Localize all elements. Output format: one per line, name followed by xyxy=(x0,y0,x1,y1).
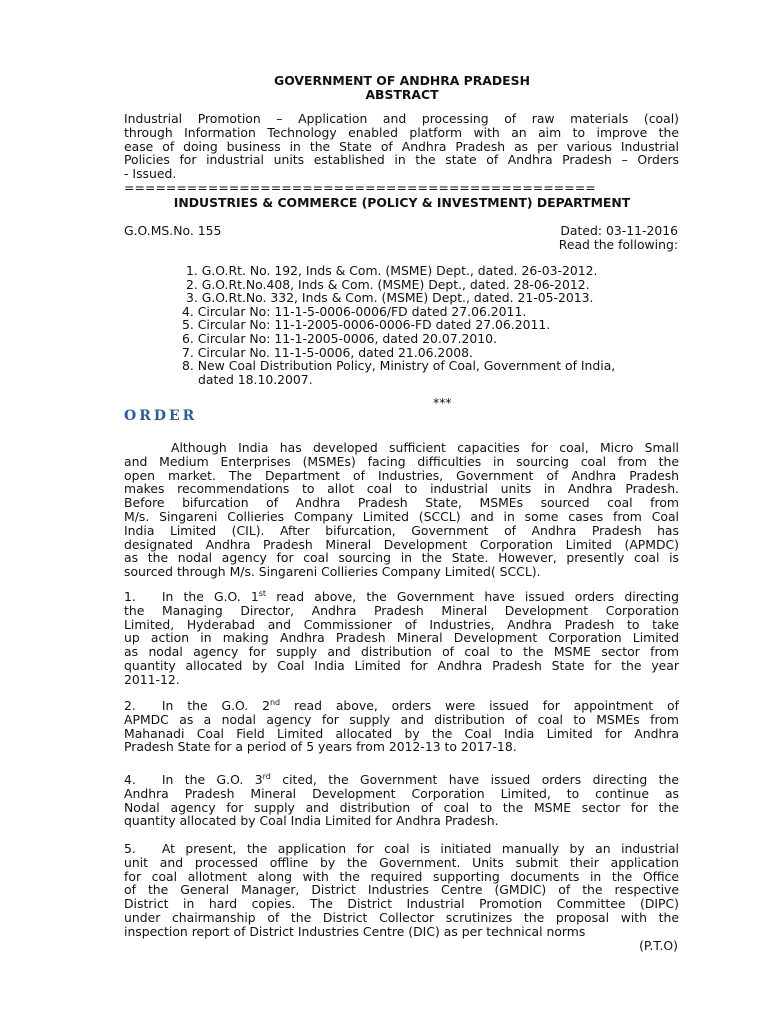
paragraph-line: designated Andhra Pradesh Mineral Development Corporation Limited (APMDC) xyxy=(124,536,679,552)
paragraph-line: Limited, Hyderabad and Commissioner of Industries, Andhra Pradesh to take xyxy=(124,616,679,632)
paragraph-line: quantity allocated by Coal India Limited for Andhra Pradesh State for the year xyxy=(124,657,679,673)
paragraph-line: India Limited (CIL). After bifurcation, Government of Andhra Pradesh has xyxy=(124,522,679,538)
subject-line: ease of doing business in the State of Andhra Pradesh as per various Industrial xyxy=(124,138,679,154)
reference-item: 6. Circular No: 11-1-2005-0006, dated 20.07.2010. xyxy=(182,330,498,346)
paragraph-line: APMDC as a nodal agency for supply and distribution of coal to MSMEs from xyxy=(124,711,679,727)
paragraph-line: inspection report of District Industries Centre (DIC) as per technical norms xyxy=(124,923,586,939)
paragraph-line: for coal allotment along with the required supporting documents in the Office xyxy=(124,868,679,884)
paragraph-1 xyxy=(124,590,679,687)
paragraph-number: 4. xyxy=(124,772,136,787)
reference-item: 5. Circular No: 11-1-2005-0006-0006-FD dated 27.06.2011. xyxy=(182,317,551,333)
paragraph-line: 2. In the G.O. 2nd read above, orders were issued for appointment of xyxy=(124,697,679,713)
department-heading: INDUSTRIES & COMMERCE (POLICY & INVESTMENT) DEPARTMENT xyxy=(173,195,631,210)
reference-item: 2. G.O.Rt.No.408, Inds & Com. (MSME) Dept., dated. 28-06-2012. xyxy=(186,276,590,292)
reference-item: 8. New Coal Distribution Policy, Ministry of Coal, Government of India, xyxy=(182,358,616,374)
paragraph-line: 2011-12. xyxy=(124,671,180,687)
paragraph-line: 1. In the G.O. 1st read above, the Government have issued orders directing xyxy=(124,588,679,604)
reference-item: 3. G.O.Rt.No. 332, Inds & Com. (MSME) Dept., dated. 21-05-2013. xyxy=(186,290,594,306)
paragraph-line: quantity allocated by Coal India Limited for Andhra Pradesh. xyxy=(124,813,499,829)
subject-line: Industrial Promotion – Application and processing of raw materials (coal) xyxy=(124,111,679,126)
paragraph-2 xyxy=(124,699,679,754)
paragraph-5 xyxy=(124,842,679,939)
paragraph-line: Mahanadi Coal Field Limited allocated by the Coal India Limited for Andhra xyxy=(124,725,679,741)
paragraph-line: Andhra Pradesh Mineral Development Corporation Limited, to continue as xyxy=(124,785,679,801)
abstract-heading: ABSTRACT xyxy=(365,87,439,102)
paragraph-line: makes recommendations to allot coal to industrial units in Andhra Pradesh. xyxy=(124,481,679,497)
subject-line: through Information Technology enabled platform with an aim to improve the xyxy=(124,124,679,140)
paragraph-line: the Managing Director, Andhra Pradesh Mineral Development Corporation xyxy=(124,602,679,618)
paragraph-line: M/s. Singareni Collieries Company Limited (SCCL) and in some cases from Coal xyxy=(124,508,679,524)
paragraph-line: up action in making Andhra Pradesh Mineral Development Corporation Limited xyxy=(124,630,679,646)
paragraph-line: as nodal agency for supply and distribution of coal to the MSME sector from xyxy=(124,644,679,660)
reference-item: 1. G.O.Rt. No. 192, Inds & Com. (MSME) Dept., dated. 26-03-2012. xyxy=(186,263,598,278)
paragraph-line: Although India has developed sufficient capacities for coal, Micro Small xyxy=(171,440,679,455)
separator-stars: *** xyxy=(433,395,452,410)
references-list xyxy=(176,264,686,386)
subject-block xyxy=(124,112,679,181)
go-date: Dated: 03-11-2016 xyxy=(560,223,678,238)
reference-item: 4. Circular No: 11-1-5-0006-0006/FD dated 27.06.2011. xyxy=(182,303,527,319)
paragraph-line: as the nodal agency for coal sourcing in the State. However, presently coal is xyxy=(124,550,679,566)
separator-line: ============================================= xyxy=(124,181,596,195)
government-heading: GOVERNMENT OF ANDHRA PRADESH xyxy=(274,73,530,88)
subject-line: - Issued. xyxy=(124,166,177,182)
paragraph-line: Pradesh State for a period of 5 years from 2012-13 to 2017-18. xyxy=(124,739,517,755)
paragraph-number: 5. xyxy=(124,841,136,856)
go-number: G.O.MS.No. 155 xyxy=(124,223,222,238)
paragraph-line: 4. In the G.O. 3rd cited, the Government have issued orders directing the xyxy=(124,771,679,787)
intro-paragraph xyxy=(124,441,679,579)
subject-line: Policies for industrial units established in the state of Andhra Pradesh – Orders xyxy=(124,152,679,168)
paragraph-line: unit and processed offline by the Government. Units submit their application xyxy=(124,854,679,870)
paragraph-line: District in hard copies. The District Industrial Promotion Committee (DIPC) xyxy=(124,896,679,912)
paragraph-number: 1. xyxy=(124,589,136,604)
paragraph-line: sourced through M/s. Singareni Collieries Company Limited( SCCL). xyxy=(124,564,541,580)
read-following: Read the following: xyxy=(558,237,678,252)
paragraph-line: 5. At present, the application for coal is initiated manually by an industrial xyxy=(124,841,679,856)
reference-item: 7. Circular No. 11-1-5-0006, dated 21.06.2008. xyxy=(182,344,473,360)
paragraph-number: 2. xyxy=(124,698,136,713)
paragraph-line: Nodal agency for supply and distribution of coal to the MSME sector for the xyxy=(124,799,679,815)
order-heading: ORDER xyxy=(124,408,198,424)
paragraph-line: under chairmanship of the District Collector scrutinizes the proposal with the xyxy=(124,909,679,925)
paragraph-line: Before bifurcation of Andhra Pradesh State, MSMEs sourced coal from xyxy=(124,495,679,511)
paragraph-4 xyxy=(124,773,679,828)
pto-note: (P.T.O) xyxy=(639,938,678,953)
paragraph-line: open market. The Department of Industries, Government of Andhra Pradesh xyxy=(124,467,679,483)
reference-item: dated 18.10.2007. xyxy=(198,371,313,387)
paragraph-line: and Medium Enterprises (MSMEs) facing difficulties in sourcing coal from the xyxy=(124,453,679,469)
paragraph-line: of the General Manager, District Industries Centre (GMDIC) of the respective xyxy=(124,882,679,898)
